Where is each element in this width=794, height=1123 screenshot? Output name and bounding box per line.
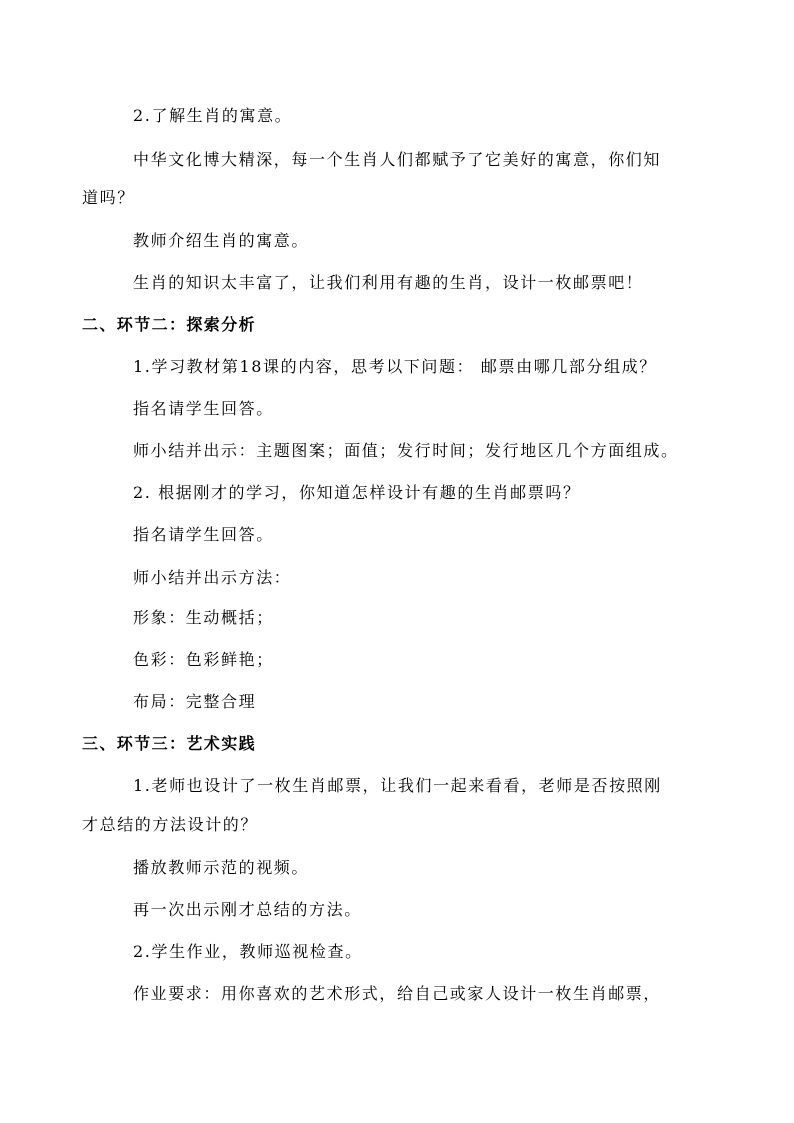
paragraph-line-7: 1.学习教材第18课的内容，思考以下问题： 邮票由哪几部分组成？ xyxy=(133,357,657,376)
paragraph-line-13: 形象：生动概括； xyxy=(133,608,274,627)
paragraph-line-1: 2.了解生肖的寓意。 xyxy=(133,106,293,125)
section-heading-2: 二、环节二：探索分析 xyxy=(82,315,257,334)
paragraph-line-12: 师小结并出示方法： xyxy=(133,568,292,587)
paragraph-line-5: 生肖的知识太丰富了，让我们利用有趣的生肖，设计一枚邮票吧！ xyxy=(133,273,644,292)
paragraph-line-21: 2.学生作业，教师巡视检查。 xyxy=(133,942,363,961)
paragraph-line-20: 再一次出示刚才总结的方法。 xyxy=(133,900,362,919)
paragraph-line-14: 色彩：色彩鲜艳； xyxy=(133,650,274,669)
paragraph-line-9: 师小结并出示：主题图案；面值；发行时间；发行地区几个方面组成。 xyxy=(133,441,679,460)
paragraph-line-11: 指名请学生回答。 xyxy=(133,525,274,544)
section-heading-3: 三、环节三：艺术实践 xyxy=(82,734,257,753)
paragraph-line-15: 布局：完整合理 xyxy=(133,692,257,711)
paragraph-line-19: 播放教师示范的视频。 xyxy=(133,858,310,877)
paragraph-line-4: 教师介绍生肖的寓意。 xyxy=(133,231,310,250)
paragraph-line-17: 1.老师也设计了一枚生肖邮票，让我们一起来看看，老师是否按照刚 xyxy=(133,776,662,795)
paragraph-line-2: 中华文化博大精深，每一个生肖人们都赋予了它美好的寓意，你们知 xyxy=(133,150,662,169)
paragraph-line-10: 2. 根据刚才的学习，你知道怎样设计有趣的生肖邮票吗？ xyxy=(133,483,581,502)
paragraph-line-18: 才总结的方法设计的？ xyxy=(82,815,259,834)
paragraph-line-8: 指名请学生回答。 xyxy=(133,399,274,418)
paragraph-line-22: 作业要求：用你喜欢的艺术形式，给自己或家人设计一枚生肖邮票， xyxy=(133,984,662,1003)
paragraph-line-3: 道吗？ xyxy=(82,188,135,207)
